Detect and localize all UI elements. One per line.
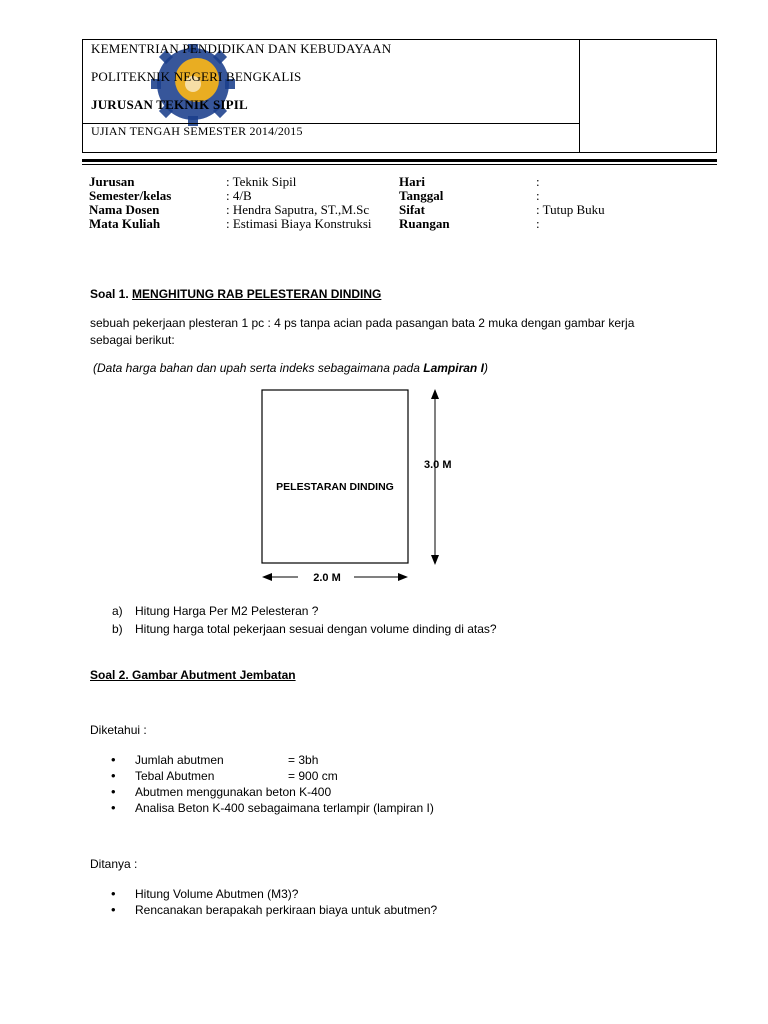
info-value-tanggal: : bbox=[536, 188, 540, 203]
asked-list bbox=[111, 886, 437, 918]
known-label: Diketahui : bbox=[90, 723, 147, 737]
asked-label: Ditanya : bbox=[90, 857, 138, 871]
info-value-sifat: : Tutup Buku bbox=[536, 202, 605, 217]
info-label-semester: Semester/kelas bbox=[89, 188, 172, 203]
info-label-matakuliah: Mata Kuliah bbox=[89, 216, 161, 231]
info-value-hari: : bbox=[536, 174, 540, 189]
height-arrow-up-icon bbox=[431, 389, 439, 399]
width-arrow-right-icon bbox=[398, 573, 408, 581]
wall-label: PELESTARAN DINDING bbox=[276, 481, 394, 493]
question-a-text: Hitung Harga Per M2 Pelesteran ? bbox=[135, 604, 319, 618]
wall-diagram bbox=[250, 385, 480, 590]
header-rule-thick bbox=[82, 159, 717, 162]
question-b-text: Hitung harga total pekerjaan sesuai dengan volume dinding di atas? bbox=[135, 622, 497, 636]
exam-header-box bbox=[82, 39, 717, 153]
soal2-heading: Soal 2. Gambar Abutment Jembatan bbox=[90, 668, 296, 682]
list-item: • Jumlah abutmen = 3bh bbox=[111, 752, 434, 768]
soal1-heading bbox=[90, 287, 381, 301]
info-label-jurusan: Jurusan bbox=[89, 174, 135, 189]
question-b-marker: b) bbox=[112, 622, 123, 636]
width-label: 2.0 M bbox=[313, 572, 341, 584]
list-item: • Tebal Abutmen = 900 cm bbox=[111, 768, 434, 784]
width-arrow-left-icon bbox=[262, 573, 272, 581]
soal1-title: MENGHITUNG RAB PELESTERAN DINDING bbox=[132, 287, 382, 301]
soal1-note-bold: Lampiran I bbox=[423, 361, 484, 375]
list-item: • Abutmen menggunakan beton K-400 bbox=[111, 784, 434, 800]
height-label: 3.0 M bbox=[424, 459, 452, 471]
department-name: JURUSAN TEKNIK SIPIL bbox=[91, 97, 248, 112]
soal1-note-close: ) bbox=[483, 361, 488, 375]
info-label-sifat: Sifat bbox=[399, 202, 425, 217]
list-item: • Analisa Beton K-400 sebagaimana terlampir (lampiran I) bbox=[111, 800, 434, 816]
institution-panel bbox=[83, 40, 580, 152]
institution-name: POLITEKNIK NEGERI BENGKALIS bbox=[91, 69, 302, 84]
info-value-dosen: : Hendra Saputra, ST.,M.Sc bbox=[226, 202, 370, 217]
list-item: • Hitung Volume Abutmen (M3)? bbox=[111, 886, 437, 902]
ministry-name: KEMENTRIAN PENDIDIKAN DAN KEBUDAYAAN bbox=[91, 41, 392, 56]
info-label-tanggal: Tanggal bbox=[399, 188, 444, 203]
soal1-note-text: (Data harga bahan dan upah serta indeks sebagaimana pada bbox=[93, 361, 424, 375]
header-rule-thin bbox=[82, 164, 717, 165]
soal1-prefix: Soal 1. bbox=[90, 287, 133, 301]
soal1-desc-line2: sebagai berikut: bbox=[90, 333, 175, 347]
wall-rectangle bbox=[262, 390, 408, 563]
soal1-desc-line1: sebuah pekerjaan plesteran 1 pc : 4 ps tanpa acian pada pasangan bata 2 muka dengan gambar kerja bbox=[90, 316, 635, 330]
list-item: • Rencanakan berapakah perkiraan biaya untuk abutmen? bbox=[111, 902, 437, 918]
question-a-marker: a) bbox=[112, 604, 123, 618]
info-label-hari: Hari bbox=[399, 174, 425, 189]
height-arrow-down-icon bbox=[431, 555, 439, 565]
soal1-note bbox=[93, 361, 488, 375]
info-value-jurusan: : Teknik Sipil bbox=[226, 174, 297, 189]
info-value-ruangan: : bbox=[536, 216, 540, 231]
known-list bbox=[111, 752, 434, 816]
exam-title: UJIAN TENGAH SEMESTER 2014/2015 bbox=[91, 124, 303, 138]
info-value-matakuliah: : Estimasi Biaya Konstruksi bbox=[226, 216, 372, 231]
info-label-ruangan: Ruangan bbox=[399, 216, 450, 231]
info-label-dosen: Nama Dosen bbox=[89, 202, 160, 217]
info-value-semester: : 4/B bbox=[226, 188, 252, 203]
